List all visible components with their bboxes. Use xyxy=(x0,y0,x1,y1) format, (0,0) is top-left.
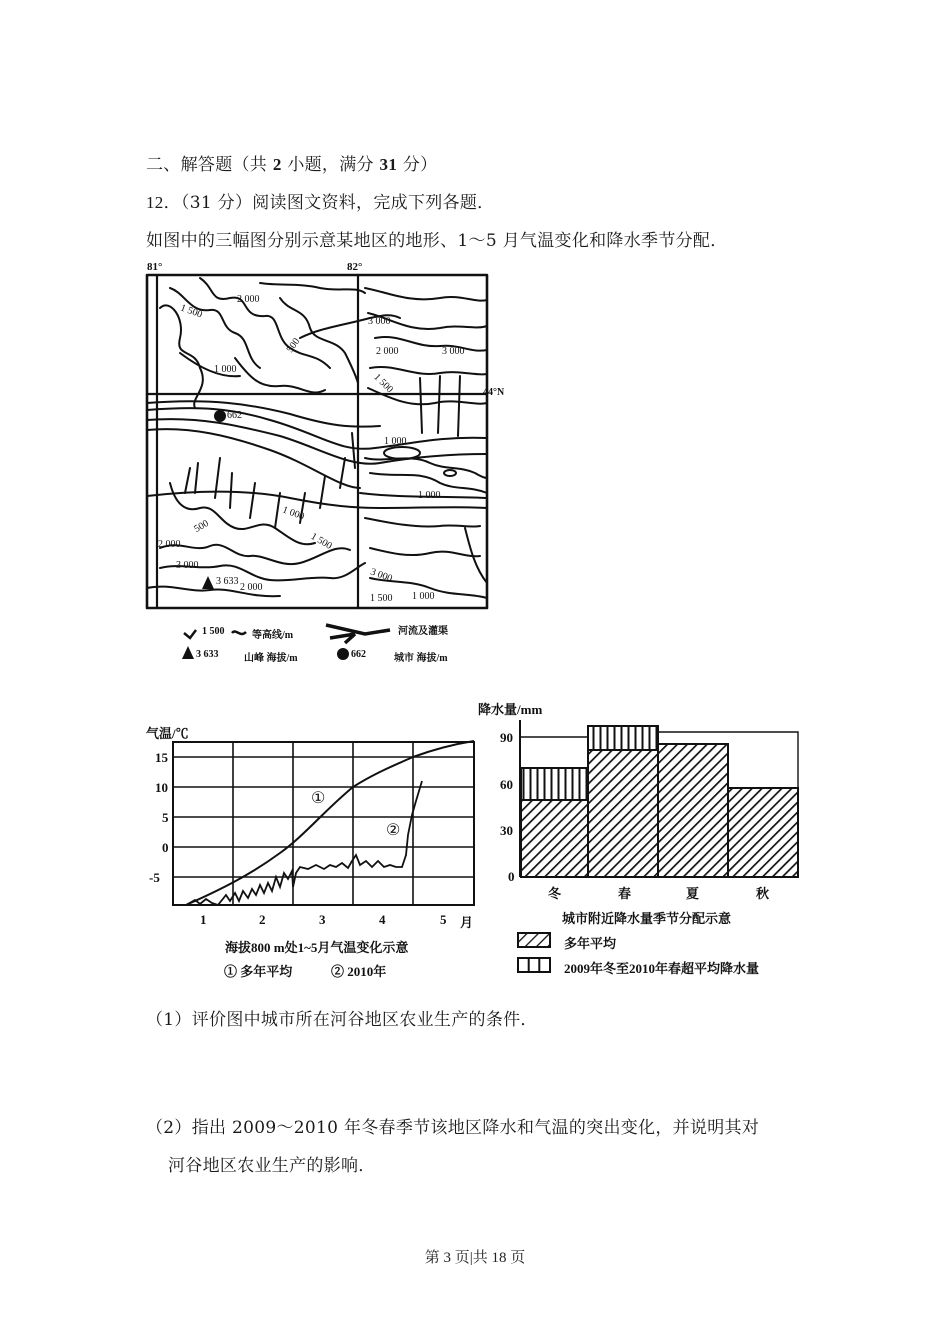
temp-xtick: 3 xyxy=(319,912,326,927)
contour-label: 1 000 xyxy=(412,591,435,602)
temp-ytick: 0 xyxy=(162,840,169,855)
temp-xtick: 1 xyxy=(200,912,207,927)
legend-peak-sample: 3 633 xyxy=(196,649,219,660)
page-footer: 第 3 页|共 18 页 xyxy=(424,1250,526,1266)
contour-label: 500 xyxy=(284,336,303,355)
legend-contour-sample: 1 500 xyxy=(202,626,225,637)
legend-average-swatch-icon xyxy=(518,933,550,947)
contour-label: 1 500 xyxy=(308,531,334,552)
contour-label: 1 500 xyxy=(370,593,393,604)
series-2010-line xyxy=(186,781,422,905)
temp-ylabel: 气温/℃ xyxy=(146,726,189,741)
legend-contour-label: 等高线/m xyxy=(252,630,294,641)
precip-ytick: 30 xyxy=(500,823,513,838)
legend-peak-icon xyxy=(182,646,194,659)
legend-contour-icon xyxy=(184,630,196,638)
temp-ytick: 5 xyxy=(162,810,169,825)
legend-city-icon xyxy=(337,648,349,660)
precip-legend-excess: 2009年冬至2010年春超平均降水量 xyxy=(564,961,760,976)
city-marker-icon xyxy=(214,410,226,422)
topographic-map xyxy=(140,258,520,678)
contour-label: 3 000 xyxy=(368,566,394,585)
lon-label-82: 82° xyxy=(347,261,363,273)
precip-category: 春 xyxy=(618,886,632,901)
contour-label: 1 500 xyxy=(371,371,396,396)
question-title xyxy=(146,188,494,213)
precip-category: 秋 xyxy=(756,886,770,901)
contour-label: 3 000 xyxy=(176,560,199,571)
contour-label: 3 000 xyxy=(368,316,391,327)
series-2-marker: ② xyxy=(386,822,401,839)
peak-marker-icon xyxy=(202,576,214,589)
contour-label: 2 000 xyxy=(376,346,399,357)
peak-elevation: 3 633 xyxy=(216,576,239,587)
question-text: （31 分）阅读图文资料，完成下列各题． xyxy=(180,193,495,213)
precipitation-plot xyxy=(478,695,818,885)
temp-xtick: 2 xyxy=(259,912,266,927)
contour-label: 3 000 xyxy=(442,346,465,357)
contour-label: 1 000 xyxy=(418,490,441,501)
precip-legend-average: 多年平均 xyxy=(564,936,617,951)
contour-label: 2 000 xyxy=(158,539,181,550)
temp-xtick: 5 xyxy=(440,912,447,927)
precip-ytick: 0 xyxy=(508,869,515,884)
section-heading-suffix: 分） xyxy=(397,155,438,175)
contour-label: 1 000 xyxy=(384,436,407,447)
precipitation-chart xyxy=(478,695,818,985)
precip-category: 冬 xyxy=(548,886,562,901)
precip-chart-title: 城市附近降水量季节分配示意 xyxy=(562,911,732,926)
legend-excess-swatch-icon xyxy=(518,958,550,972)
contour-label: 2 000 xyxy=(237,294,260,305)
legend-peak-label: 山峰 海拔/m xyxy=(244,653,298,664)
legend-river-icon xyxy=(326,625,390,643)
contour-label: 1 000 xyxy=(214,364,237,375)
total-score: 31 xyxy=(379,155,398,174)
series-average-line xyxy=(186,741,474,905)
temp-xunit: 月 xyxy=(460,915,474,930)
legend-city-label: 城市 海拔/m xyxy=(394,653,448,664)
legend-city-sample: 662 xyxy=(351,649,366,660)
temp-ytick: -5 xyxy=(149,870,160,885)
precip-ytick: 90 xyxy=(500,730,513,745)
temperature-plot xyxy=(140,715,485,915)
contour-label: 1 500 xyxy=(178,302,204,321)
section-heading-prefix: 二、解答题（共 xyxy=(146,155,273,175)
legend-river-label: 河流及灌渠 xyxy=(398,626,448,637)
precip-category: 夏 xyxy=(686,886,700,901)
temp-chart-title: 海拔800 m处1~5月气温变化示意 xyxy=(225,940,409,955)
temperature-chart xyxy=(140,715,485,985)
section-heading xyxy=(146,150,437,175)
temp-ytick: 10 xyxy=(155,780,168,795)
subquestion-2-line-1: （2）指出 2009～2010 年冬春季节该地区降水和气温的突出变化，并说明其对 xyxy=(146,1118,760,1138)
subquestion-2-line-2: 河谷地区农业生产的影响． xyxy=(168,1156,376,1176)
question-number: 12． xyxy=(146,193,181,212)
contour-label: 500 xyxy=(192,517,211,536)
city-elevation: 662 xyxy=(227,410,242,421)
precip-ylabel: 降水量/mm xyxy=(478,702,543,717)
temp-legend-average: ① 多年平均 xyxy=(224,964,293,979)
series-1-marker: ① xyxy=(311,790,326,807)
temp-xtick: 4 xyxy=(379,912,386,927)
section-heading-mid: 小题，满分 xyxy=(281,155,380,175)
question-intro: 如图中的三幅图分别示意某地区的地形、1～5 月气温变化和降水季节分配． xyxy=(146,231,728,251)
contour-label: 1 000 xyxy=(280,504,306,523)
temp-ytick: 15 xyxy=(155,750,168,765)
precip-ytick: 60 xyxy=(500,777,513,792)
temp-legend-2010: ② 2010年 xyxy=(331,964,387,979)
lat-label-44n: 44°N xyxy=(483,387,505,398)
topographic-map-drawing xyxy=(140,258,520,678)
question-count: 2 xyxy=(272,155,282,174)
lon-label-81: 81° xyxy=(147,261,163,273)
contour-label: 2 000 xyxy=(240,582,263,593)
subquestion-1: （1）评价图中城市所在河谷地区农业生产的条件． xyxy=(146,1010,538,1030)
